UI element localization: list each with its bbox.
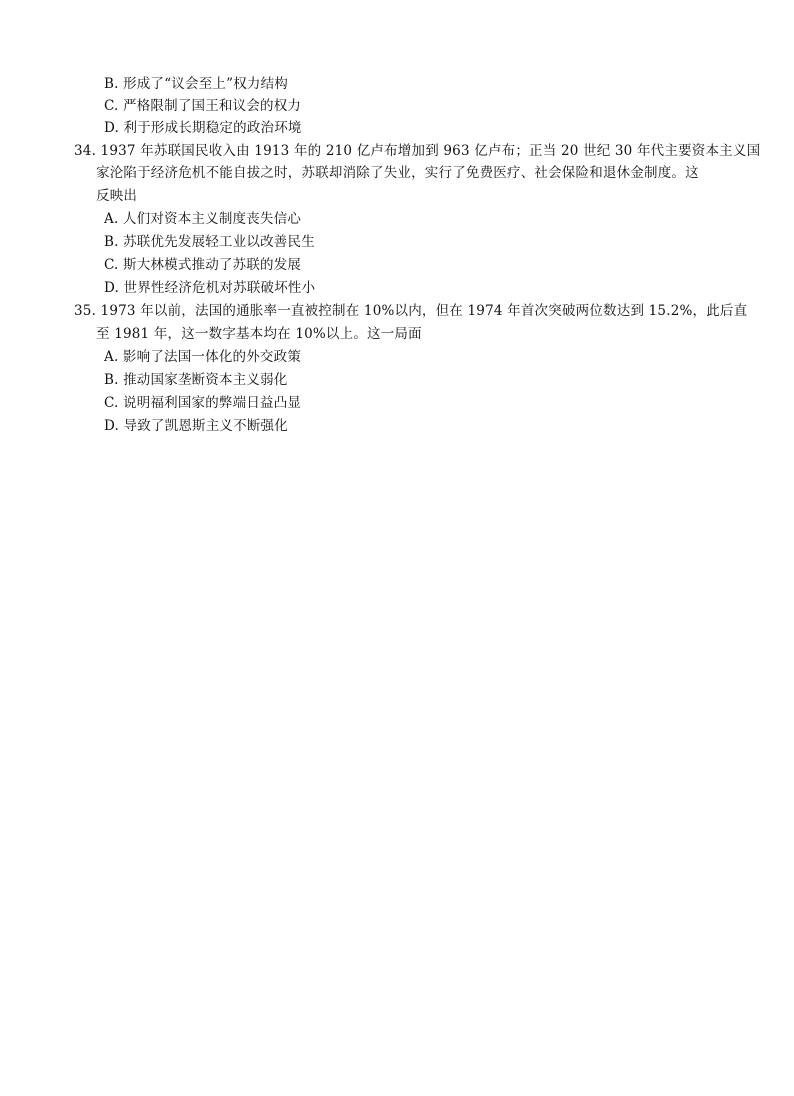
q35-stem-line-2: 至 1981 年，这一数字基本均在 10%以上。这一局面 <box>96 326 422 342</box>
q34-stem-line-2: 家沦陷于经济危机不能自拔之时，苏联却消除了失业，实行了免费医疗、社会保险和退休金制度。这 <box>96 165 699 181</box>
prev-option-d: D. 利于形成长期稳定的政治环境 <box>104 120 302 136</box>
q34-option-c: C. 斯大林模式推动了苏联的发展 <box>104 257 302 273</box>
q34-option-b: B. 苏联优先发展轻工业以改善民生 <box>104 234 315 250</box>
prev-option-c: C. 严格限制了国王和议会的权力 <box>104 98 302 114</box>
q34-stem-line-1: 34. 1937 年苏联国民收入由 1913 年的 210 亿卢布增加到 963 亿卢布；正当 20 世纪 30 年代主要资本主义国 <box>74 143 761 159</box>
q34-stem-line-3: 反映出 <box>96 188 138 204</box>
prev-option-b: B. 形成了“议会至上”权力结构 <box>104 76 289 92</box>
q34-option-a: A. 人们对资本主义制度丧失信心 <box>104 211 302 227</box>
q35-stem-line-1: 35. 1973 年以前，法国的通胀率一直被控制在 10%以内，但在 1974 年首次突破两位数达到 15.2%，此后直 <box>74 303 748 319</box>
q35-option-b: B. 推动国家垄断资本主义弱化 <box>104 372 288 388</box>
q35-option-d: D. 导致了凯恩斯主义不断强化 <box>104 418 288 434</box>
q35-option-a: A. 影响了法国一体化的外交政策 <box>104 349 302 365</box>
q35-option-c: C. 说明福利国家的弊端日益凸显 <box>104 395 302 411</box>
q34-option-d: D. 世界性经济危机对苏联破坏性小 <box>104 280 316 296</box>
